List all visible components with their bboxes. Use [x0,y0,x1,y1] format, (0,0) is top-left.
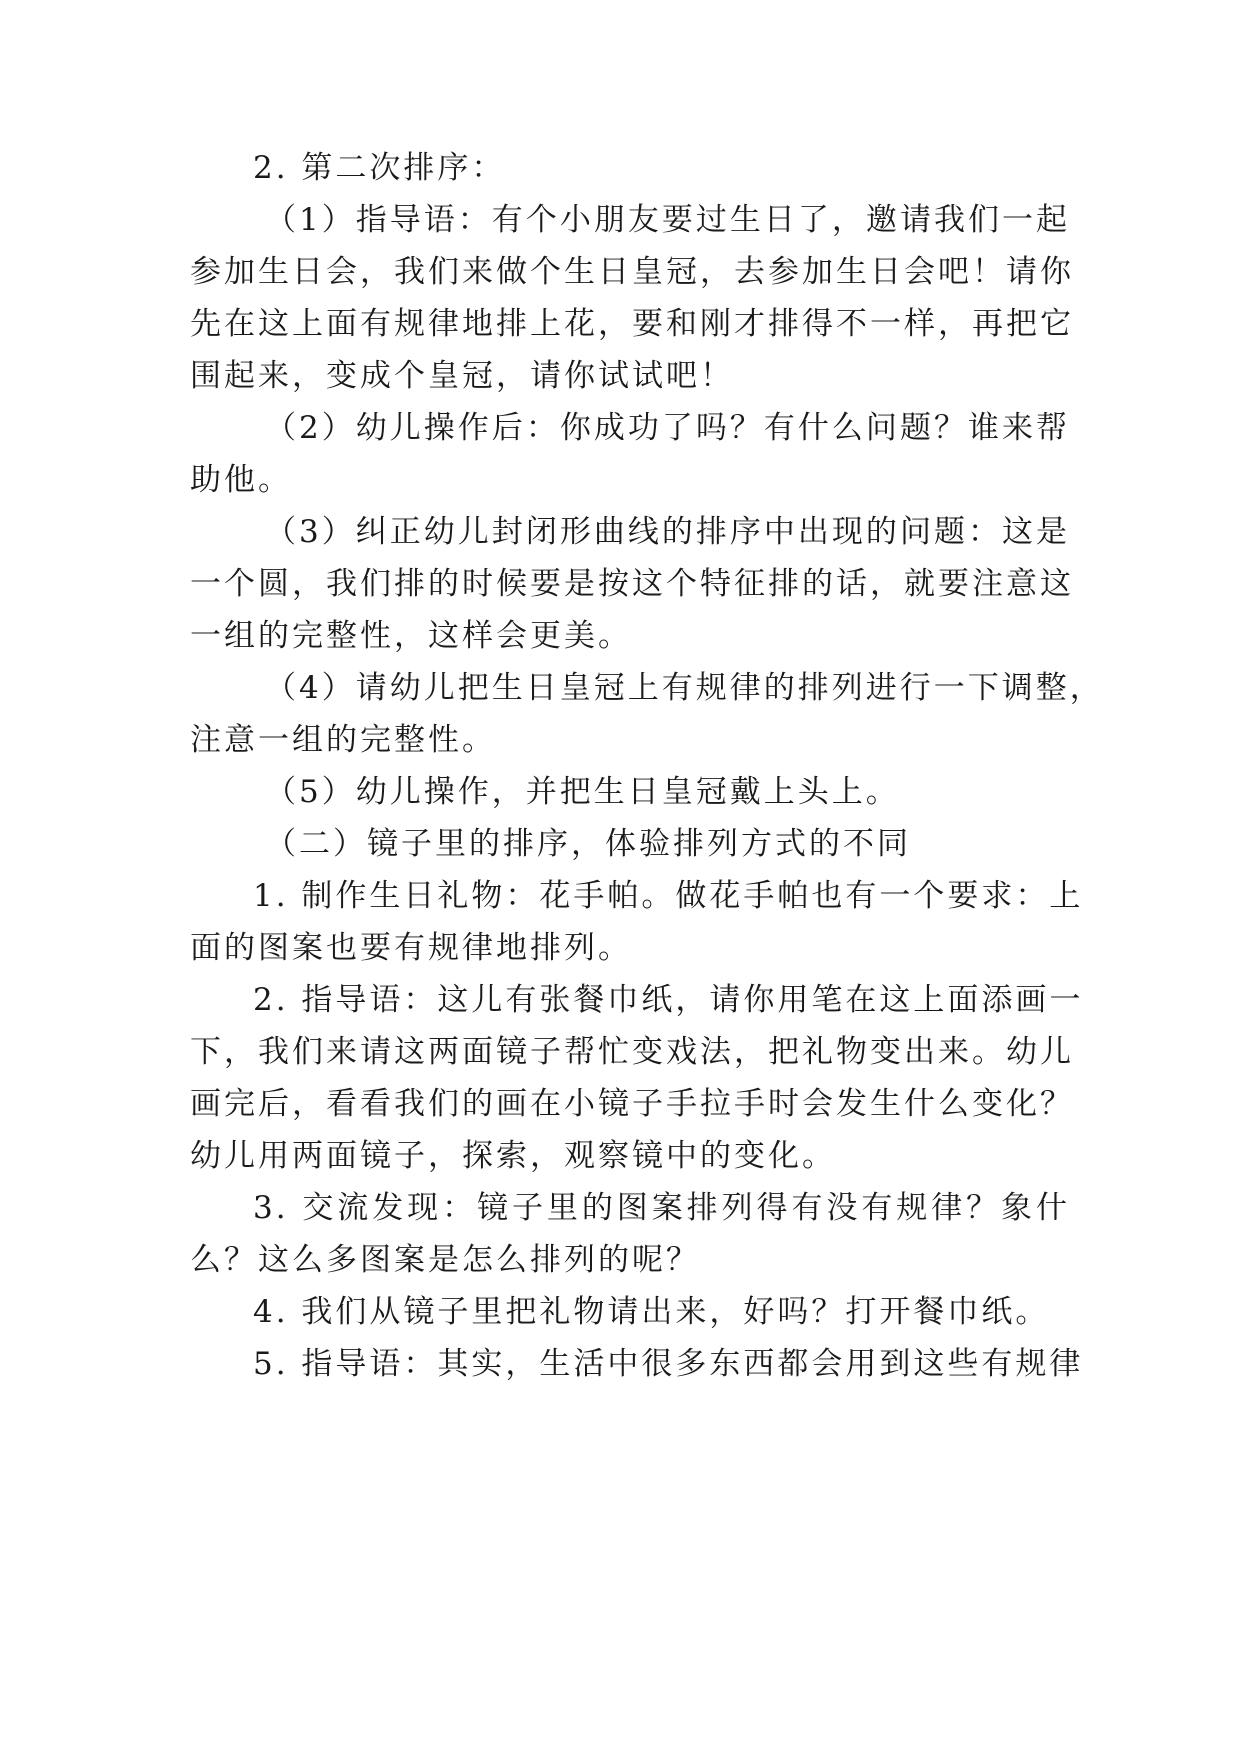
text-line: （4）请幼儿把生日皇冠上有规律的排列进行一下调整， [265,670,1104,706]
text-line: 3. 交流发现：镜子里的图案排列得有没有规律？象什 [253,1190,1070,1226]
heading-second-sorting: 2. 第二次排序： [253,150,506,186]
text-line: 围起来，变成个皇冠，请你试试吧！ [190,358,734,394]
text-line: 面的图案也要有规律地排列。 [190,930,632,966]
section-heading-mirror-sorting: （二）镜子里的排序，体验排列方式的不同 [265,826,911,862]
text-line: 参加生日会，我们来做个生日皇冠，去参加生日会吧！请你 [190,254,1074,290]
text-line: 么？这么多图案是怎么排列的呢？ [190,1242,700,1278]
text-line: 一个圆，我们排的时候要是按这个特征排的话，就要注意这 [190,566,1074,602]
text-line: 画完后，看看我们的画在小镜子手拉手时会发生什么变化？ [190,1086,1074,1122]
text-line: （3）纠正幼儿封闭形曲线的排序中出现的问题：这是 [265,514,1070,550]
text-line: 一组的完整性，这样会更美。 [190,618,632,654]
text-line: （1）指导语：有个小朋友要过生日了，邀请我们一起 [265,202,1070,238]
text-line: （2）幼儿操作后：你成功了吗？有什么问题？谁来帮 [265,410,1070,446]
text-line: 2. 指导语：这儿有张餐巾纸，请你用笔在这上面添画一 [253,982,1084,1018]
text-line: 先在这上面有规律地排上花，要和刚才排得不一样，再把它 [190,306,1074,342]
text-line: 5. 指导语：其实，生活中很多东西都会用到这些有规律 [253,1346,1084,1382]
text-line: （5）幼儿操作，并把生日皇冠戴上头上。 [265,774,900,810]
text-line: 4. 我们从镜子里把礼物请出来，好吗？打开餐巾纸。 [253,1294,1050,1330]
text-line: 1. 制作生日礼物：花手帕。做花手帕也有一个要求：上 [253,878,1084,914]
text-line: 幼儿用两面镜子，探索，观察镜中的变化。 [190,1138,836,1174]
text-line: 注意一组的完整性。 [190,722,496,758]
text-line: 助他。 [190,462,292,498]
text-line: 下，我们来请这两面镜子帮忙变戏法，把礼物变出来。幼儿 [190,1034,1074,1070]
